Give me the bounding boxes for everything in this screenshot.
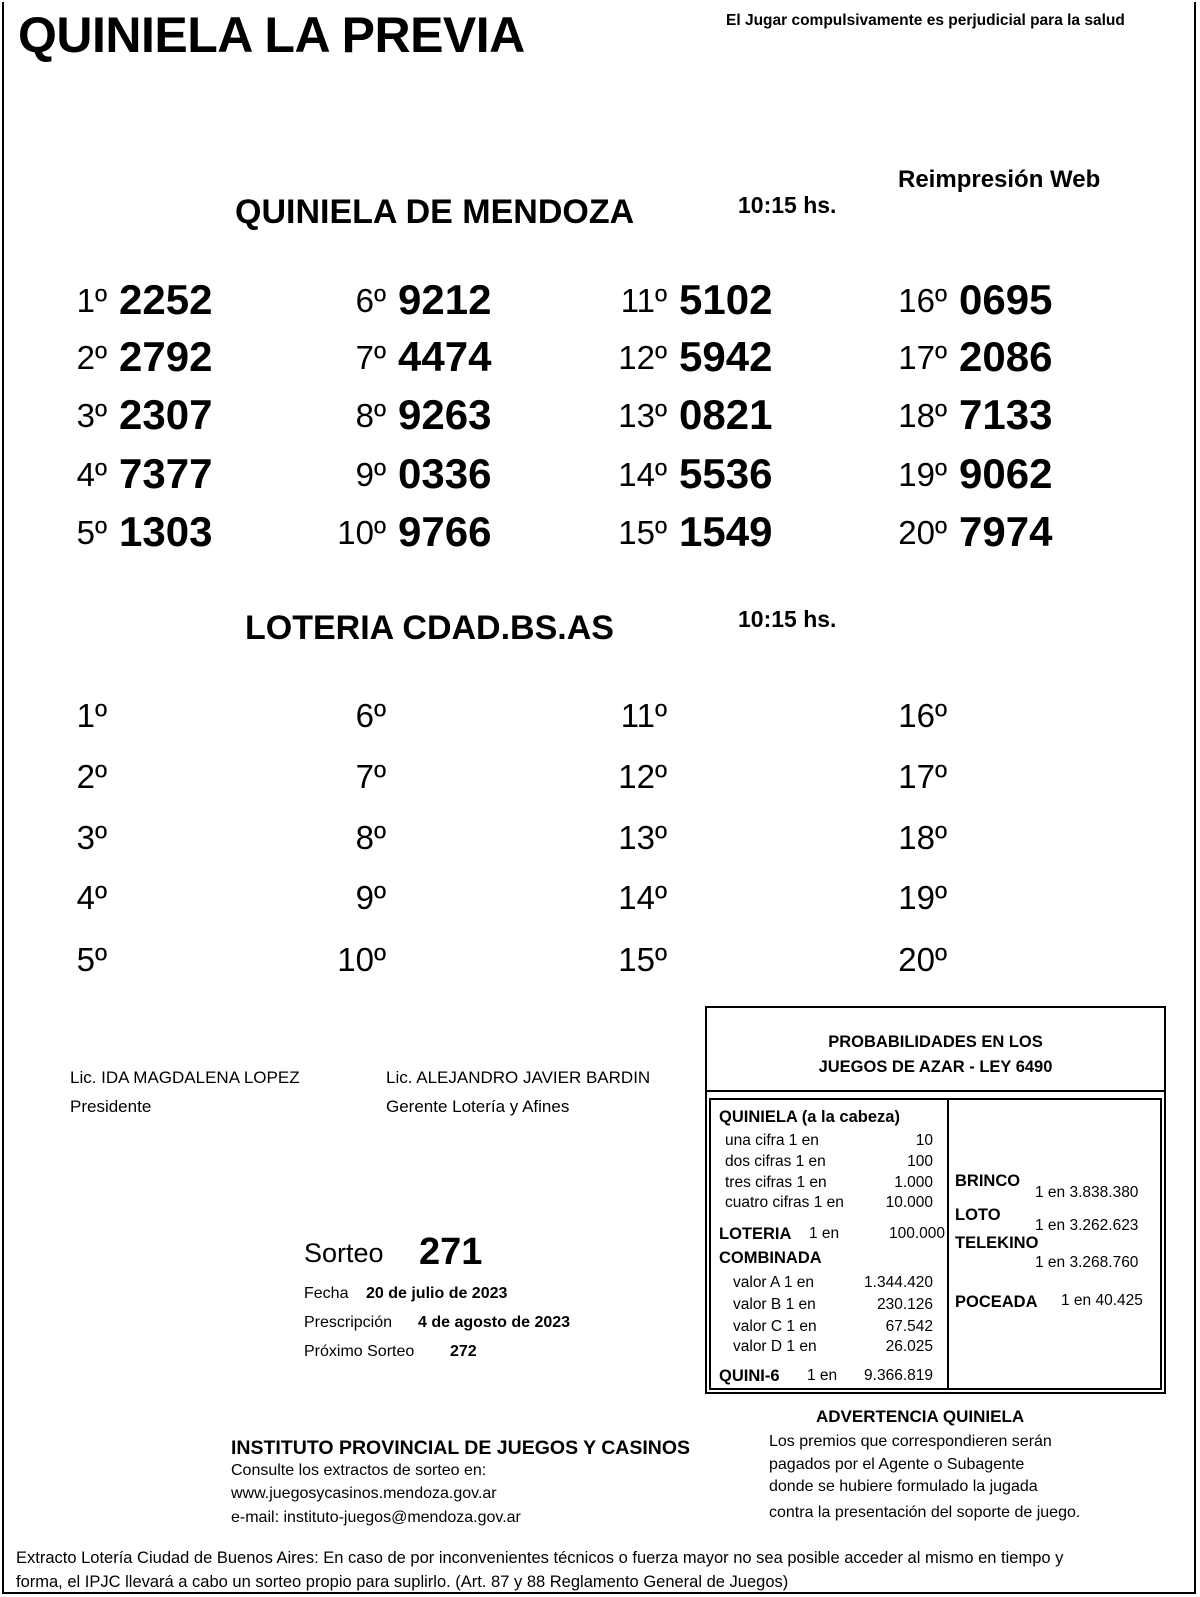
brinco-odds-value: 1 en 3.838.380 bbox=[1035, 1184, 1139, 1201]
probabilities-title-1: PROBABILIDADES EN LOS bbox=[828, 1033, 1043, 1051]
mendoza-position: 10º bbox=[337, 514, 386, 551]
combinada-odds-label: valor D 1 en bbox=[733, 1338, 817, 1355]
signature-role-2: Gerente Lotería y Afines bbox=[386, 1097, 570, 1116]
footer-line: forma, el IPJC llevará a cabo un sorteo propio para suplirlo. (Art. 87 y 88 Reglamento General de Juegos) bbox=[16, 1573, 789, 1591]
loteria-position: 3º bbox=[76, 819, 107, 856]
loteria-position: 12º bbox=[618, 758, 667, 795]
loteria-odds-label: LOTERIA bbox=[719, 1225, 792, 1243]
quiniela-odds-value: 10 bbox=[915, 1132, 933, 1149]
loteria-position: 1º bbox=[76, 697, 107, 734]
proximo-label: Próximo Sorteo bbox=[304, 1343, 415, 1360]
prescripcion-label: Prescripción bbox=[304, 1314, 393, 1331]
institute-name: INSTITUTO PROVINCIAL DE JUEGOS Y CASINOS bbox=[231, 1437, 691, 1459]
mendoza-number: 9062 bbox=[959, 450, 1053, 497]
combinada-odds-value: 67.542 bbox=[885, 1318, 933, 1335]
quiniela-odds-title: QUINIELA (a la cabeza) bbox=[719, 1108, 900, 1126]
mendoza-position: 3º bbox=[76, 397, 107, 434]
institute-email-link[interactable]: e-mail: instituto-juegos@mendoza.gov.ar bbox=[231, 1509, 521, 1526]
mendoza-position: 5º bbox=[76, 514, 107, 551]
mendoza-position: 8º bbox=[355, 397, 386, 434]
loteria-position: 2º bbox=[76, 758, 107, 795]
loteria-time: 10:15 hs. bbox=[738, 606, 837, 632]
loteria-position: 11º bbox=[620, 697, 667, 734]
mendoza-number: 1549 bbox=[679, 508, 773, 555]
mendoza-number: 7377 bbox=[119, 450, 213, 497]
page-title: QUINIELA LA PREVIA bbox=[18, 7, 525, 63]
loteria-position: 6º bbox=[355, 697, 386, 734]
loto-odds-label: LOTO bbox=[955, 1206, 1001, 1224]
telekino-odds-value: 1 en 3.268.760 bbox=[1035, 1254, 1139, 1271]
loteria-position: 14º bbox=[618, 879, 667, 916]
loteria-position: 10º bbox=[337, 941, 386, 978]
poceada-odds-label: POCEADA bbox=[955, 1293, 1038, 1311]
quiniela-odds-label: tres cifras 1 en bbox=[725, 1174, 827, 1191]
probabilities-box bbox=[705, 1006, 1166, 1394]
mendoza-position: 17º bbox=[898, 339, 947, 376]
sorteo-label: Sorteo bbox=[304, 1238, 384, 1268]
mendoza-position: 6º bbox=[355, 282, 386, 319]
mendoza-number: 0336 bbox=[398, 450, 492, 497]
mendoza-number: 9766 bbox=[398, 508, 492, 555]
institute-website-link[interactable]: www.juegosycasinos.mendoza.gov.ar bbox=[231, 1485, 497, 1502]
telekino-odds-label: TELEKINO bbox=[955, 1234, 1039, 1252]
proximo-value: 272 bbox=[450, 1343, 477, 1360]
loteria-position: 16º bbox=[898, 697, 947, 734]
mendoza-position: 2º bbox=[76, 339, 107, 376]
loteria-position: 17º bbox=[898, 758, 947, 795]
quini6-odds-prefix: 1 en bbox=[807, 1367, 838, 1384]
loteria-position: 20º bbox=[898, 941, 947, 978]
signature-role-1: Presidente bbox=[70, 1097, 152, 1116]
mendoza-number: 1303 bbox=[119, 508, 213, 555]
loteria-title: LOTERIA CDAD.BS.AS bbox=[245, 609, 614, 647]
loteria-position: 15º bbox=[618, 941, 667, 978]
quiniela-odds-label: dos cifras 1 en bbox=[725, 1153, 826, 1170]
mendoza-time: 10:15 hs. bbox=[738, 192, 837, 218]
probabilities-header bbox=[707, 1008, 1164, 1092]
mendoza-position: 12º bbox=[618, 339, 667, 376]
fecha-label: Fecha bbox=[304, 1285, 349, 1302]
loto-odds-value: 1 en 3.262.623 bbox=[1035, 1217, 1139, 1234]
loteria-odds-prefix: 1 en bbox=[809, 1225, 840, 1242]
mendoza-position: 11º bbox=[620, 282, 667, 319]
quini6-odds-value: 9.366.819 bbox=[864, 1367, 933, 1384]
combinada-odds-value: 26.025 bbox=[885, 1338, 933, 1355]
mendoza-number: 4474 bbox=[398, 333, 492, 380]
reprint-label: Reimpresión Web bbox=[898, 166, 1101, 193]
advertencia-line: pagados por el Agente o Subagente bbox=[769, 1456, 1025, 1473]
quiniela-odds-label: cuatro cifras 1 en bbox=[725, 1194, 844, 1211]
mendoza-position: 14º bbox=[618, 456, 667, 493]
advertencia-line: Los premios que correspondieren serán bbox=[769, 1433, 1052, 1450]
footer-line: Extracto Lotería Ciudad de Buenos Aires: En caso de por inconvenientes técnicos o fuerza mayor no sea posible acceder al mismo en tiempo y bbox=[16, 1549, 1064, 1567]
loteria-position: 5º bbox=[76, 941, 107, 978]
advertencia-title: ADVERTENCIA QUINIELA bbox=[816, 1407, 1025, 1426]
combinada-odds-label: valor B 1 en bbox=[733, 1296, 816, 1313]
mendoza-number: 0695 bbox=[959, 276, 1053, 323]
loteria-position: 8º bbox=[355, 819, 386, 856]
brinco-odds-label: BRINCO bbox=[955, 1172, 1021, 1190]
loteria-position: 19º bbox=[898, 879, 947, 916]
probabilities-table bbox=[709, 1098, 1162, 1390]
quiniela-odds-label: una cifra 1 en bbox=[725, 1132, 819, 1149]
mendoza-number: 2792 bbox=[119, 333, 213, 380]
mendoza-number: 9212 bbox=[398, 276, 492, 323]
mendoza-position: 18º bbox=[898, 397, 947, 434]
mendoza-position: 7º bbox=[355, 339, 386, 376]
mendoza-position: 1º bbox=[76, 282, 107, 319]
advertencia-line: donde se hubiere formulado la jugada bbox=[769, 1478, 1038, 1495]
combinada-odds-label: valor C 1 en bbox=[733, 1318, 817, 1335]
quiniela-odds-value: 100 bbox=[907, 1153, 933, 1170]
combinada-odds-label: valor A 1 en bbox=[733, 1274, 815, 1291]
mendoza-position: 13º bbox=[618, 397, 667, 434]
combinada-odds-value: 230.126 bbox=[876, 1296, 933, 1313]
mendoza-position: 20º bbox=[898, 514, 947, 551]
combinada-odds-value: 1.344.420 bbox=[864, 1274, 933, 1291]
loteria-position: 13º bbox=[618, 819, 667, 856]
sorteo-number: 271 bbox=[419, 1231, 483, 1273]
loteria-position: 18º bbox=[898, 819, 947, 856]
probabilities-divider bbox=[947, 1100, 949, 1388]
mendoza-number: 5102 bbox=[679, 276, 773, 323]
probabilities-title-2: JUEGOS DE AZAR - LEY 6490 bbox=[818, 1058, 1053, 1076]
mendoza-position: 16º bbox=[898, 282, 947, 319]
loteria-position: 4º bbox=[76, 879, 107, 916]
mendoza-title: QUINIELA DE MENDOZA bbox=[235, 193, 635, 231]
loteria-odds-value: 100.000 bbox=[888, 1225, 945, 1242]
signature-name-2: Lic. ALEJANDRO JAVIER BARDIN bbox=[386, 1068, 651, 1087]
mendoza-position: 19º bbox=[898, 456, 947, 493]
mendoza-position: 15º bbox=[618, 514, 667, 551]
institute-line: Consulte los extractos de sorteo en: bbox=[231, 1462, 487, 1479]
quiniela-odds-value: 10.000 bbox=[885, 1194, 933, 1211]
fecha-value: 20 de julio de 2023 bbox=[366, 1285, 508, 1302]
mendoza-number: 7974 bbox=[959, 508, 1053, 555]
mendoza-position: 4º bbox=[76, 456, 107, 493]
loteria-position: 9º bbox=[355, 879, 386, 916]
mendoza-number: 0821 bbox=[679, 391, 773, 438]
quiniela-odds-value: 1.000 bbox=[894, 1174, 933, 1191]
mendoza-number: 5942 bbox=[679, 333, 773, 380]
mendoza-number: 7133 bbox=[959, 391, 1053, 438]
mendoza-number: 2252 bbox=[119, 276, 213, 323]
quini6-odds-label: QUINI-6 bbox=[719, 1367, 780, 1385]
poceada-odds-value: 1 en 40.425 bbox=[1061, 1292, 1143, 1309]
mendoza-number: 2307 bbox=[119, 391, 213, 438]
mendoza-number: 2086 bbox=[959, 333, 1053, 380]
mendoza-number: 9263 bbox=[398, 391, 492, 438]
health-warning: El Jugar compulsivamente es perjudicial para la salud bbox=[726, 12, 1125, 29]
loteria-position: 7º bbox=[355, 758, 386, 795]
advertencia-line: contra la presentación del soporte de juego. bbox=[769, 1504, 1081, 1521]
signature-name-1: Lic. IDA MAGDALENA LOPEZ bbox=[70, 1068, 300, 1087]
mendoza-position: 9º bbox=[355, 456, 386, 493]
prescripcion-value: 4 de agosto de 2023 bbox=[418, 1314, 571, 1331]
combinada-odds-title: COMBINADA bbox=[719, 1249, 822, 1267]
mendoza-number: 5536 bbox=[679, 450, 773, 497]
